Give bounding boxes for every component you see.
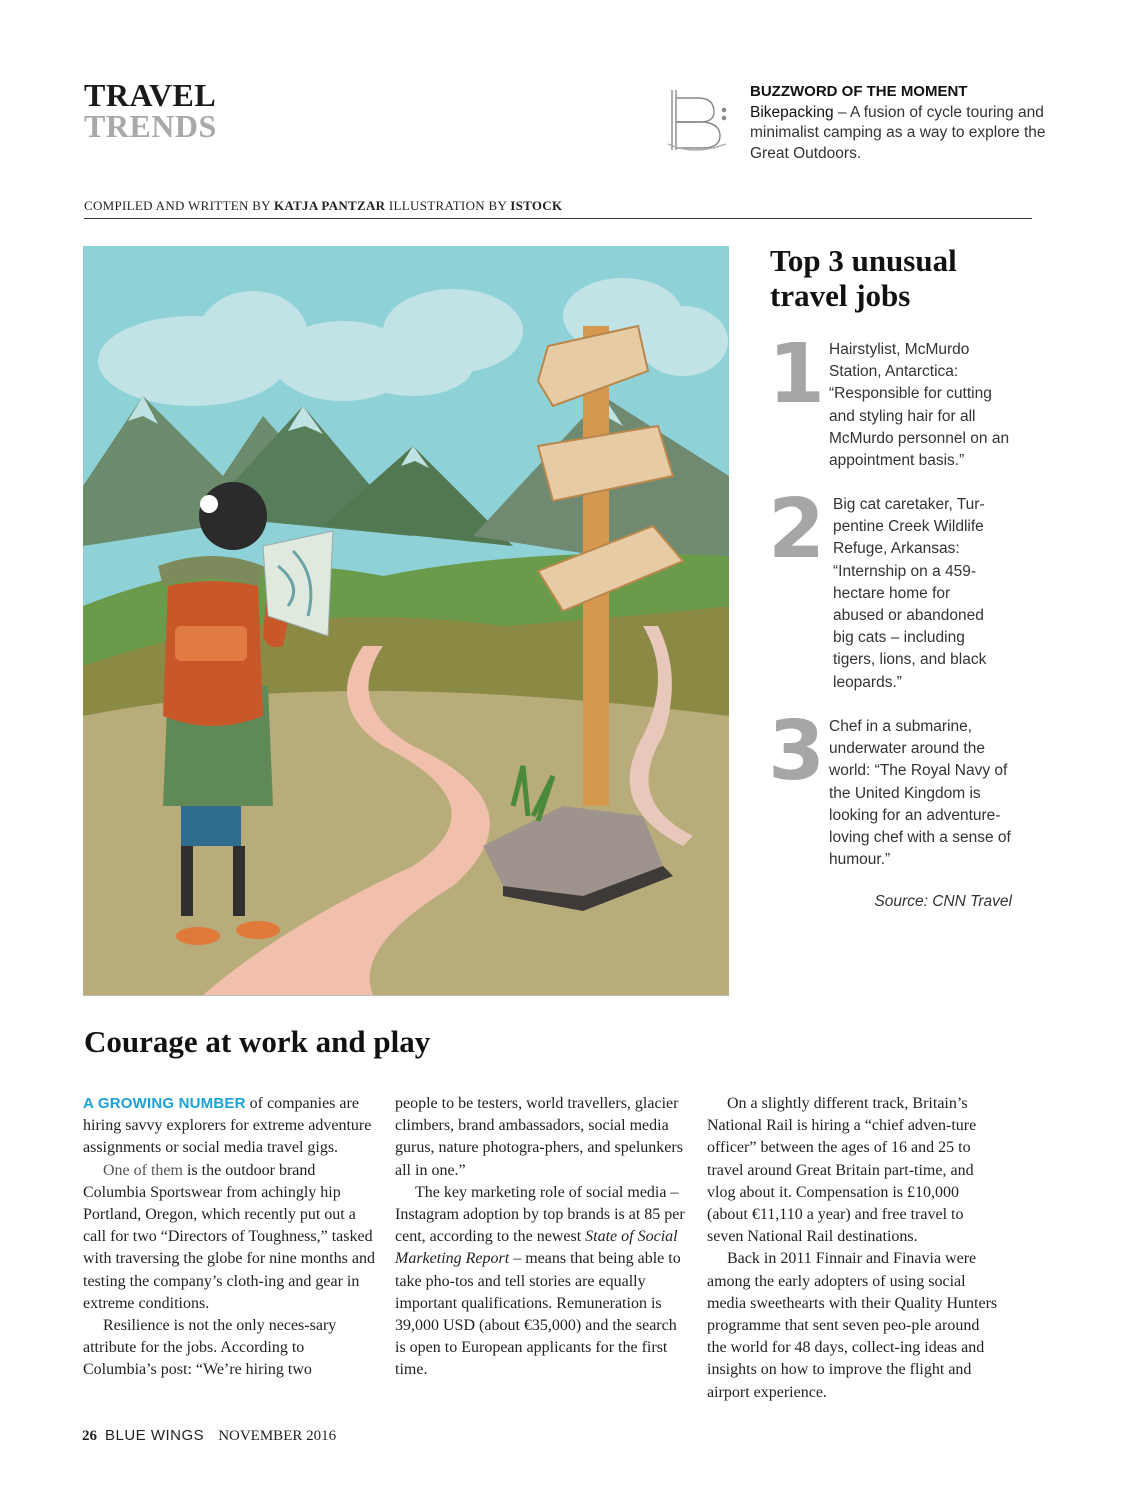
buzzword-box bbox=[750, 82, 1050, 164]
inline-link[interactable]: One of them bbox=[103, 1161, 183, 1179]
paragraph-text: The key marketing role of social media – Instagram adoption by top brands is at 85 per cent, according to the newest bbox=[395, 1183, 685, 1246]
report-title: State of Social Marketing Report bbox=[395, 1228, 678, 1268]
credits-middle: ILLUSTRATION BY bbox=[388, 198, 507, 213]
paragraph: On a slightly different track, Britain’s National Rail is hiring a “chief adven-ture officer” between the ages of 16 and 25 to travel around Great Britain part-time, and vlog about it. Compensation is £10,000 (about €11,110 a year) and free travel to seven National Rail destinations. bbox=[707, 1095, 977, 1246]
paragraph bbox=[83, 1160, 375, 1315]
paragraph: people to be testers, world travellers, glacier climbers, brand ambassadors, social media gurus, nature photogra-phers, and spelunkers all in one.” bbox=[395, 1095, 683, 1179]
top3-text: Chef in a submarine, underwater around the world: “The Royal Navy of the United Kingdom is looking for an adventure-loving chef with a sense of humour.” bbox=[829, 718, 1011, 869]
credits-author: KATJA PANTZAR bbox=[273, 198, 386, 213]
buzzword-term: Bikepacking bbox=[750, 103, 834, 121]
page-footer bbox=[82, 1427, 336, 1445]
top3-source: Source: CNN Travel bbox=[874, 893, 1012, 910]
paragraph: Resilience is not the only neces-sary attribute for the jobs. According to Columbia’s post: “We’re hiring two bbox=[83, 1317, 337, 1379]
top3-text: Hairstylist, McMurdo Station, Antarctica: “Responsible for cutting and styling hair for all McMurdo personnel on an appointment basis.” bbox=[829, 341, 1010, 470]
buzzword-heading: BUZZWORD OF THE MOMENT bbox=[750, 83, 968, 100]
article-headline: Courage at work and play bbox=[84, 1024, 431, 1059]
header-divider bbox=[84, 218, 1032, 219]
top3-number: 3 bbox=[768, 704, 826, 799]
page-number: 26 bbox=[82, 1428, 97, 1444]
paragraph-text: of companies are hiring savvy explorers for extreme adventure assignments or social media travel gigs. bbox=[83, 1095, 372, 1157]
byline bbox=[84, 198, 562, 214]
top3-text: Big cat caretaker, Tur-pentine Creek Wildlife Refuge, Arkansas: “Internship on a 459-hectare home for abused or abandoned big cats – including tigers, lions, and black leopards.” bbox=[833, 496, 987, 691]
buzzword-definition: – A fusion of cycle touring and minimalist camping as a way to explore the Great Outdoors. bbox=[750, 103, 1046, 162]
hiker-signpost-illustration bbox=[83, 246, 729, 996]
article-column-1 bbox=[83, 1093, 375, 1382]
lead-in: A GROWING NUMBER bbox=[83, 1095, 246, 1112]
paragraph bbox=[395, 1182, 687, 1382]
paragraph bbox=[83, 1093, 375, 1160]
section-title-line2: TRENDS bbox=[84, 108, 217, 144]
top3-number: 2 bbox=[768, 482, 826, 577]
article-column-3 bbox=[707, 1093, 999, 1404]
credits-prefix: COMPILED AND WRITTEN BY bbox=[84, 198, 271, 213]
buzzword-logo-icon bbox=[664, 84, 730, 154]
paragraph-text: – means that being able to take pho-tos and tell stories are equally important qualifications. Remuneration is 39,000 USD (about €35,000) and the search is open to European applicants for the first time. bbox=[395, 1250, 681, 1379]
paragraph: Back in 2011 Finnair and Finavia were among the early adopters of using social media sweethearts with their Quality Hunters programme that sent seven peo-ple around the world for 48 days, collect-ing ideas and insights on how to improve the flight and airport experience. bbox=[707, 1250, 998, 1401]
section-title bbox=[84, 77, 217, 144]
top3-number: 1 bbox=[768, 327, 826, 422]
section-title-line1: TRAVEL bbox=[84, 77, 217, 113]
magazine-name: BLUE WINGS bbox=[105, 1427, 205, 1444]
paragraph-text: is the outdoor brand Columbia Sportswear from achingly hip Portland, Oregon, which recently put out a call for two “Directors of Toughness,” tasked with traversing the globe for nine months and testing the company’s cloth-ing and gear in extreme conditions. bbox=[83, 1161, 375, 1312]
issue-date: NOVEMBER 2016 bbox=[218, 1428, 337, 1444]
credits-illustrator: ISTOCK bbox=[510, 198, 563, 213]
top3-item bbox=[768, 327, 1028, 475]
article-column-2 bbox=[395, 1093, 687, 1382]
top3-item bbox=[768, 482, 1028, 695]
top3-title: Top 3 unusual travel jobs bbox=[770, 243, 957, 313]
top3-item bbox=[768, 704, 1028, 877]
